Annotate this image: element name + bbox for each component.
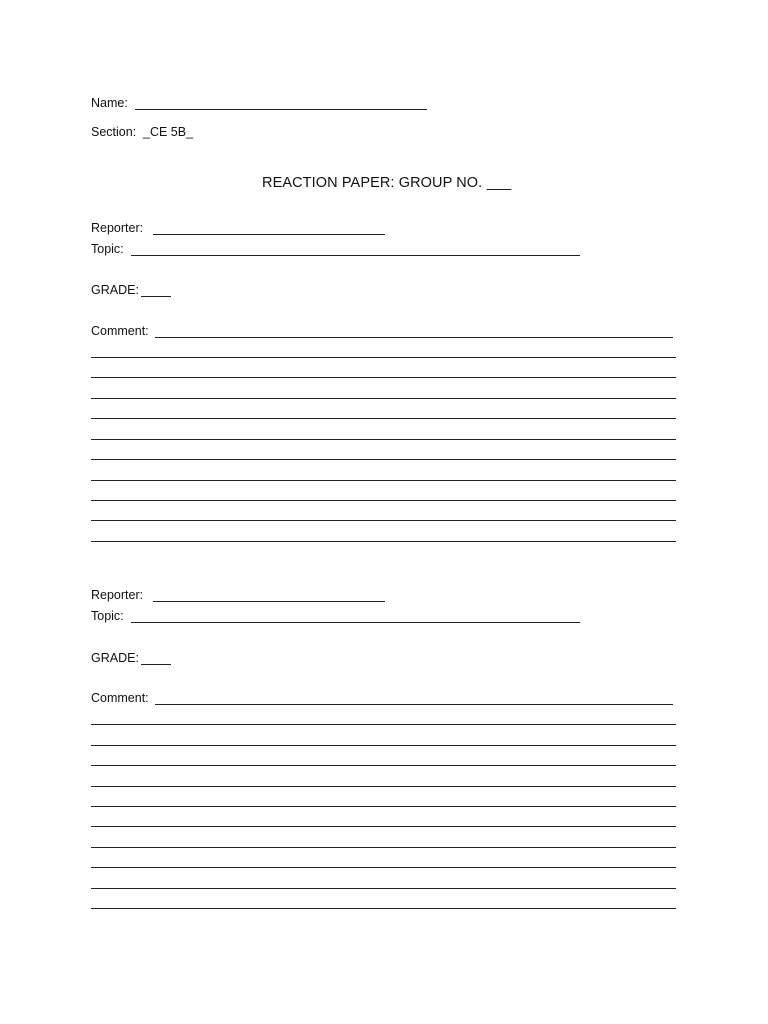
section-value: _CE 5B_ <box>143 125 194 139</box>
comment-line[interactable] <box>91 500 676 501</box>
comment-line[interactable] <box>91 908 676 909</box>
reporter-field[interactable] <box>153 601 385 602</box>
grade-label: GRADE: <box>91 283 139 297</box>
comment-line[interactable] <box>91 724 676 725</box>
comment-line[interactable] <box>91 398 676 399</box>
comment-line[interactable] <box>91 745 676 746</box>
grade-field[interactable] <box>141 664 171 665</box>
comment-line[interactable] <box>91 786 676 787</box>
topic-label: Topic: <box>91 609 124 623</box>
comment-first-line[interactable] <box>155 337 673 338</box>
comment-line[interactable] <box>91 541 676 542</box>
comment-line[interactable] <box>91 418 676 419</box>
section-label: Section: <box>91 125 137 139</box>
comment-line[interactable] <box>91 806 676 807</box>
page-title <box>262 174 511 192</box>
grade-field[interactable] <box>141 296 171 297</box>
comment-first-line[interactable] <box>155 704 673 705</box>
name-label: Name: <box>91 96 128 110</box>
comment-line[interactable] <box>91 357 676 358</box>
comment-line[interactable] <box>91 459 676 460</box>
comment-line[interactable] <box>91 520 676 521</box>
reporter-label: Reporter: <box>91 221 144 235</box>
reporter-field[interactable] <box>153 234 385 235</box>
comment-line[interactable] <box>91 888 676 889</box>
comment-line[interactable] <box>91 765 676 766</box>
name-field[interactable] <box>135 109 427 110</box>
comment-line[interactable] <box>91 867 676 868</box>
comment-label: Comment: <box>91 691 149 705</box>
topic-field[interactable] <box>131 622 580 623</box>
topic-field[interactable] <box>131 255 580 256</box>
comment-line[interactable] <box>91 826 676 827</box>
comment-line[interactable] <box>91 439 676 440</box>
topic-label: Topic: <box>91 242 124 256</box>
reporter-label: Reporter: <box>91 588 144 602</box>
comment-line[interactable] <box>91 377 676 378</box>
title-text: REACTION PAPER: GROUP NO. <box>262 175 483 191</box>
group-number-blank[interactable]: ___ <box>486 175 512 191</box>
comment-label: Comment: <box>91 324 149 338</box>
comment-line[interactable] <box>91 847 676 848</box>
grade-label: GRADE: <box>91 651 139 665</box>
comment-line[interactable] <box>91 480 676 481</box>
